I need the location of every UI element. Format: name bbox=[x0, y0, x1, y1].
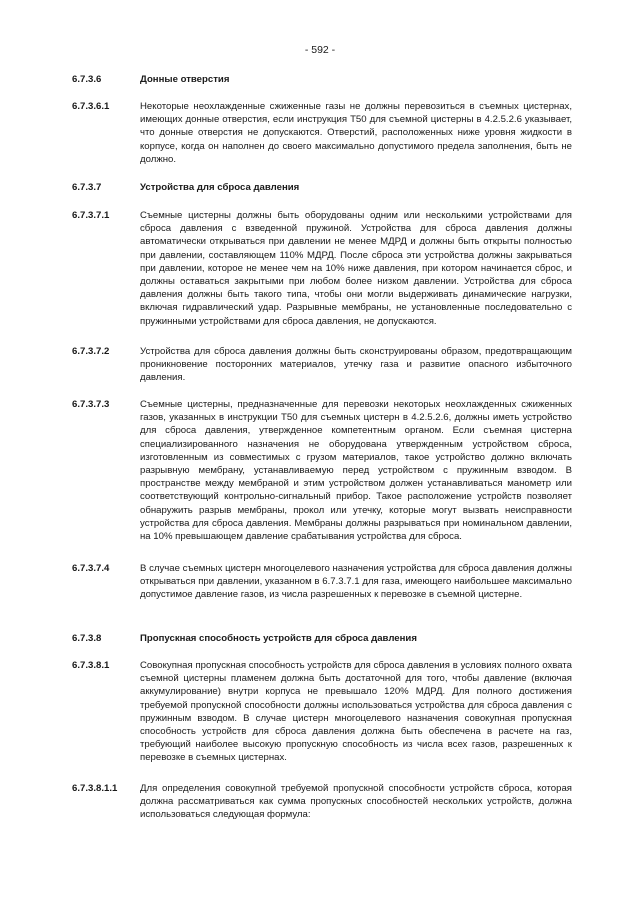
section-title: Донные отверстия bbox=[140, 74, 230, 85]
section-number: 6.7.3.8 bbox=[72, 633, 102, 644]
section-text: Съемные цистерны должны быть оборудованы одним или несколькими устройствами для сброса давления с взведенной пружиной. Устройства для сброса давления должны автоматически открываться при давлении не менее МДРД и должны быть открыты полностью при давлении, составляющем 110% МДРД. После сброса эти устройства должны закрываться при давлении, которое не менее чем на 10% ниже давления, при котором начинается сброс, и должны оставаться закрытыми при любом более низком давлении. Устройства для сброса давления должны быть такого типа, чтобы они могли выдерживать динамические нагрузки, включая гидравлический удар. Разрывные мембраны, не установленные последовательно с пружинными устройствами для сброса давления, не допускаются. bbox=[140, 210, 572, 327]
section-6-7-3-8-1 bbox=[72, 659, 572, 765]
section-6-7-3-8-1-1 bbox=[72, 782, 572, 822]
section-number: 6.7.3.7.1 bbox=[72, 210, 110, 221]
section-number: 6.7.3.7.2 bbox=[72, 346, 110, 357]
section-number: 6.7.3.7.3 bbox=[72, 399, 110, 410]
page-number: - 592 - bbox=[304, 44, 336, 56]
section-title: Устройства для сброса давления bbox=[140, 182, 300, 193]
section-text: Устройства для сброса давления должны быть сконструированы образом, предотвращающим проникновение посторонних материалов, утечку газа и развитие опасного избыточного давления. bbox=[140, 346, 572, 384]
section-text: В случае съемных цистерн многоцелевого назначения устройства для сброса давления должны открываться при давлении, указанном в 6.7.3.7.1 для газа, имеющего наибольшее максимально допустимое давление газов, из числа разрешенных к перевозке в съемной цистерне. bbox=[140, 563, 572, 601]
section-6-7-3-6-heading bbox=[72, 73, 572, 86]
section-number: 6.7.3.6 bbox=[72, 74, 102, 85]
section-6-7-3-7-3 bbox=[72, 398, 572, 543]
section-text: Некоторые неохлажденные сжиженные газы не должны перевозиться в съемных цистернах, имеющих донные отверстия, если инструкция Т50 для съемной цистерны в 4.2.5.2.6 указывает, что донные отверстия не допускаются. Отверстий, расположенных ниже уровня жидкости в корпусе, когда он наполнен до своего максимально допустимого предела заполнения, быть не должно. bbox=[140, 101, 572, 165]
section-6-7-3-7-1 bbox=[72, 209, 572, 328]
section-text: Совокупная пропускная способность устройств для сброса давления в условиях полного охвата съемной цистерны пламенем должна быть достаточной для того, чтобы давление (включая аккумулирование) внутри корпуса не превышало 120% МДРД. Для полного достижения требуемой пропускной способности должны использоваться устройства для сброса давления с пружинным взводом. В случае цистерн многоцелевого назначения совокупная пропускная способность устройств для сброса давления должна быть обеспечена в расчете на газ, требующий наиболее высокую пропускную способность из числа всех газов, разрешенных к перевозке в съемных цистернах. bbox=[140, 660, 572, 764]
section-6-7-3-8-heading bbox=[72, 632, 572, 645]
section-6-7-3-6-1 bbox=[72, 100, 572, 166]
section-text: Съемные цистерны, предназначенные для перевозки некоторых неохлажденных сжиженных газов, указанных в инструкции Т50 для съемных цистерн в 4.2.5.2.6, должны иметь устройство для сброса давления, утвержденное компетентным органом. Если съемная цистерна специализированного назначения не оборудована утвержденным устройством сброса, изготовленным из совместимых с грузом материалов, такое устройство должно включать разрывную мембрану, устанавливаемую перед устройством с пружинным взводом. В пространстве между мембраной и этим устройством должен устанавливаться манометр или соответствующий контрольно-сигнальный прибор. Такое расположение устройств позволяет обнаружить разрыв мембраны, прокол или утечку, которые могут вызвать неисправности устройства для сброса давления. Мембраны должны разрываться при номинальном давлении, на 10% превышающем давление срабатывания устройства для сброса. bbox=[140, 399, 572, 543]
section-number: 6.7.3.8.1 bbox=[72, 660, 110, 671]
section-6-7-3-7-4 bbox=[72, 562, 572, 602]
section-number: 6.7.3.7.4 bbox=[72, 563, 110, 574]
section-number: 6.7.3.8.1.1 bbox=[72, 783, 118, 794]
section-6-7-3-7-2 bbox=[72, 345, 572, 385]
section-number: 6.7.3.7 bbox=[72, 182, 102, 193]
section-text: Для определения совокупной требуемой пропускной способности устройств сброса, которая должна рассматриваться как сумма пропускных способностей нескольких устройств, должна использоваться следующая формула: bbox=[140, 783, 572, 821]
section-title: Пропускная способность устройств для сброса давления bbox=[140, 633, 417, 644]
section-6-7-3-7-heading bbox=[72, 181, 572, 194]
section-number: 6.7.3.6.1 bbox=[72, 101, 110, 112]
